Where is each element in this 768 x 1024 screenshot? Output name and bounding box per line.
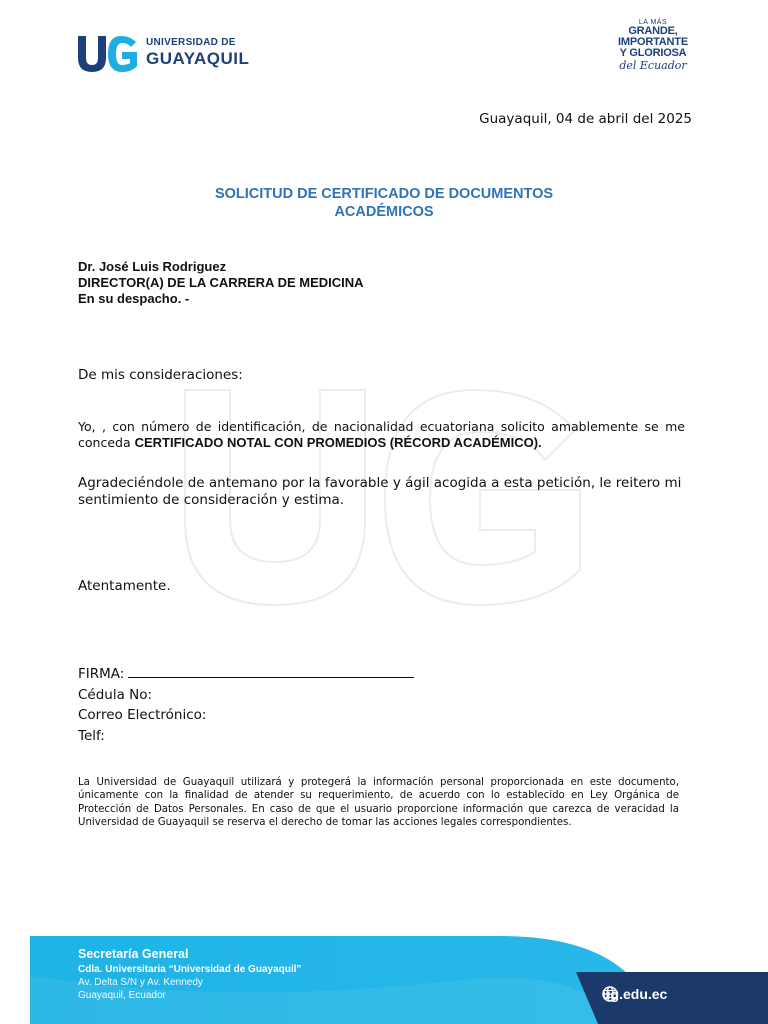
cedula-label: Cédula No: [78, 686, 153, 703]
footer-address3: Guayaquil, Ecuador [78, 990, 166, 1001]
privacy-disclaimer: La Universidad de Guayaquil utilizará y protegerá la información personal proporcionada en este documento, únicamente con la finalidad de atender su requerimiento, de acuerdo con lo establecido en Ley Orgánica de Protección de Datos Personales. En caso de que el usuario proporcione información que carezca de veracidad la Universidad de Guayaquil se reserva el derecho de tomar las acciones legales correspondientes. [78, 777, 679, 828]
ug-logo-icon [74, 32, 142, 76]
title-line1: SOLICITUD DE CERTIFICADO DE DOCUMENTOS [214, 186, 554, 202]
slogan-logo [608, 19, 698, 71]
thanks-paragraph: Agradeciéndole de antemano por la favorable y ágil acogida a esta petición, le reitero mi sentimiento de consideración y estima. [78, 475, 682, 508]
addressee-name: Dr. José Luis Rodriguez [78, 259, 227, 274]
slogan-line1: LA MÁS [638, 19, 668, 26]
firma-label: FIRMA: [78, 666, 125, 682]
signature-line [128, 664, 414, 678]
logo-line1: UNIVERSIDAD DE [146, 37, 236, 48]
globe-icon [602, 986, 618, 1002]
footer-address1: Cdla. Universitaria “Universidad de Guayaquil” [78, 964, 302, 975]
correo-label: Correo Electrónico: [78, 707, 207, 723]
request-certificate: CERTIFICADO NOTAL CON PROMEDIOS (RÉCORD ACADÉMICO). [134, 435, 542, 450]
footer-website[interactable] [602, 986, 667, 1002]
slogan-line5: del Ecuador [619, 59, 687, 72]
request-paragraph [78, 419, 685, 451]
footer-contact [78, 948, 301, 1002]
logo-line2: GUAYAQUIL [146, 49, 250, 68]
website-label: ug.edu.ec [602, 986, 668, 1002]
slogan-line3: IMPORTANTE [618, 36, 688, 48]
document-title [0, 185, 768, 221]
ug-logo [74, 30, 254, 78]
addressee-block [78, 259, 364, 307]
footer-office: Secretaría General [78, 947, 189, 961]
slogan-line4: Y GLORIOSA [619, 47, 687, 59]
telf-label: Telf: [78, 727, 105, 744]
request-text: Yo, , con número de identificación, de nacionalidad ecuatoriana solicito amablemente se me conceda [78, 419, 685, 450]
document-date: Guayaquil, 04 de abril del 2025 [479, 111, 692, 127]
signature-block [78, 664, 414, 746]
addressee-location: En su despacho. - [78, 291, 190, 306]
slogan-line2: GRANDE, [628, 25, 678, 37]
title-line2: ACADÉMICOS [334, 204, 434, 220]
addressee-position: DIRECTOR(A) DE LA CARRERA DE MEDICINA [78, 275, 364, 290]
footer-address2: Av. Delta S/N y Av. Kennedy [78, 977, 203, 988]
closing: Atentamente. [78, 578, 171, 594]
footer-banner [30, 936, 768, 1024]
greeting: De mis consideraciones: [78, 367, 243, 383]
